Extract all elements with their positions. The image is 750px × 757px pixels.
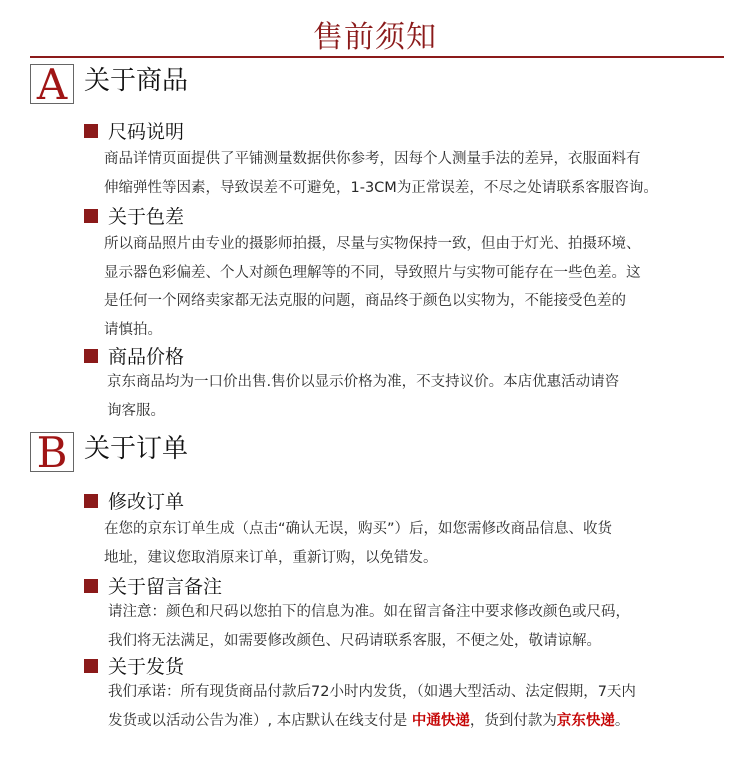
title-divider [30,56,724,58]
subsection-price-heading [84,346,184,368]
paragraph-line: 京东商品均为一口价出售.售价以显示价格为准，不支持议价。本店优惠活动请咨 [107,374,620,390]
subsection-title: 关于留言备注 [108,576,223,598]
paragraph-line: 我们将无法满足，如需要修改颜色、尺码请联系客服，不便之处，敬请谅解。 [108,632,601,649]
paragraph-line: 显示器色彩偏差、个人对颜色理解等的不同，导致照片与实物可能存在一些色差。这 [104,264,641,281]
paragraph-line: 地址，建议您取消原来订单，重新订购，以免错发。 [104,549,438,566]
subsection-modify-order-heading [84,491,184,513]
section-b-title: 关于订单 [84,434,189,464]
subsection-title: 修改订单 [108,491,185,513]
square-bullet-icon [84,349,98,363]
subsection-title: 关于色差 [108,206,185,228]
modify-order-paragraph [104,515,612,572]
paragraph-line: 请注意：颜色和尺码以您拍下的信息为准。如在留言备注中要求修改颜色或尺码， [108,604,630,620]
section-b-letter: B [30,432,74,472]
price-paragraph [107,368,619,425]
square-bullet-icon [84,124,98,138]
square-bullet-icon [84,209,98,223]
text-run: 。 [614,712,630,729]
section-a-letter: A [30,64,74,104]
subsection-color-heading [84,206,184,228]
subsection-title: 商品价格 [108,346,185,368]
square-bullet-icon [84,494,98,508]
text-run: ，货到付款为 [469,712,557,729]
text-run: 发货或以活动公告为准）, 本店默认在线支付是 [108,712,412,729]
paragraph-line [108,707,636,736]
subsection-shipping-heading [84,656,184,678]
paragraph-line: 请慎拍。 [104,321,162,338]
zto-express-highlight: 中通快递 [411,712,470,729]
shipping-paragraph [108,678,636,735]
subsection-size-heading [84,121,184,143]
paragraph-line: 商品详情页面提供了平铺测量数据供你参考，因每个人测量手法的差异，衣服面料有 [104,151,641,167]
jd-express-highlight: 京东快递 [556,712,615,729]
paragraph-line: 伸缩弹性等因素，导致误差不可避免，1-3CM为正常误差，不尽之处请联系客服咨询。 [104,179,658,196]
size-paragraph [104,145,658,202]
section-a-title: 关于商品 [84,66,189,96]
remarks-paragraph [108,598,630,655]
paragraph-line: 所以商品照片由专业的摄影师拍摄，尽量与实物保持一致，但由于灯光、拍摄环境、 [104,236,641,252]
square-bullet-icon [84,579,98,593]
subsection-title: 关于发货 [108,656,185,678]
paragraph-line: 询客服。 [107,402,165,419]
color-paragraph [104,230,641,344]
subsection-remarks-heading [84,576,222,598]
subsection-title: 尺码说明 [108,121,185,143]
square-bullet-icon [84,659,98,673]
paragraph-line: 是任何一个网络卖家都无法克服的问题，商品终于颜色以实物为，不能接受色差的 [104,293,626,309]
paragraph-line: 我们承诺：所有现货商品付款后72小时内发货，（如遇大型活动、法定假期，7天内 [108,684,636,700]
page-title: 售前须知 [313,20,437,55]
paragraph-line: 在您的京东订单生成（点击“确认无误，购买”）后，如您需修改商品信息、收货 [104,521,613,537]
